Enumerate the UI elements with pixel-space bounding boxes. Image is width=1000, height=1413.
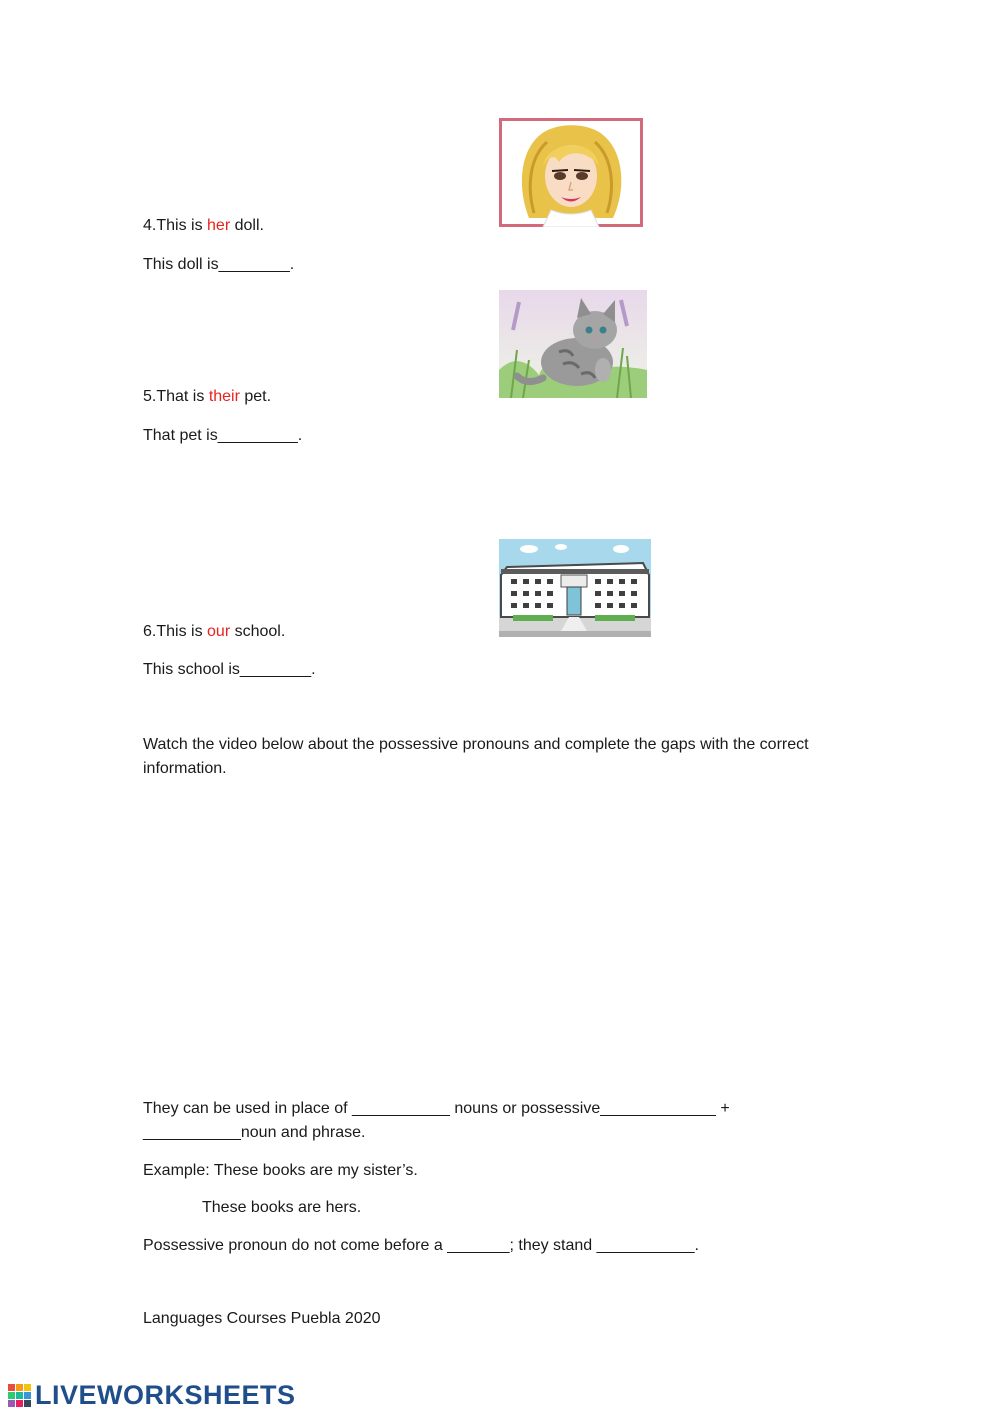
answer-line-5: That pet is_________. <box>143 427 303 444</box>
doll-image <box>499 118 643 227</box>
liveworksheets-logo <box>8 1378 296 1412</box>
school-building-icon <box>499 539 651 637</box>
liveworksheets-logo-icon <box>8 1384 31 1407</box>
answer-line-4: This doll is________. <box>143 256 295 273</box>
cat-image <box>499 290 647 398</box>
question-5: 5.That is their pet. <box>143 388 272 405</box>
instructions-line-1: Watch the video below about the possessive pronouns and complete the gaps with the correct <box>143 736 809 753</box>
highlight-our: our <box>207 623 231 640</box>
example-answer: These books are hers. <box>202 1199 362 1216</box>
footer-text: Languages Courses Puebla 2020 <box>143 1310 381 1327</box>
brand-name: LIVEWORKSHEETS <box>35 1379 296 1410</box>
notes-line-2: ___________noun and phrase. <box>143 1124 366 1141</box>
example-label: Example: These books are my sister’s. <box>143 1162 418 1179</box>
highlight-their: their <box>208 388 240 405</box>
question-6: 6.This is our school. <box>143 623 286 640</box>
cat-icon <box>499 290 647 398</box>
question-4: 4.This is her doll. <box>143 217 264 234</box>
highlight-her: her <box>207 217 231 234</box>
notes-line-1: They can be used in place of ___________ nouns or possessive_____________ + <box>143 1100 730 1117</box>
doll-icon <box>499 118 643 227</box>
instructions-line-2: information. <box>143 760 227 777</box>
school-image <box>499 539 651 637</box>
answer-line-6: This school is________. <box>143 661 316 678</box>
rule-line: Possessive pronoun do not come before a _______; they stand ___________. <box>143 1237 699 1254</box>
